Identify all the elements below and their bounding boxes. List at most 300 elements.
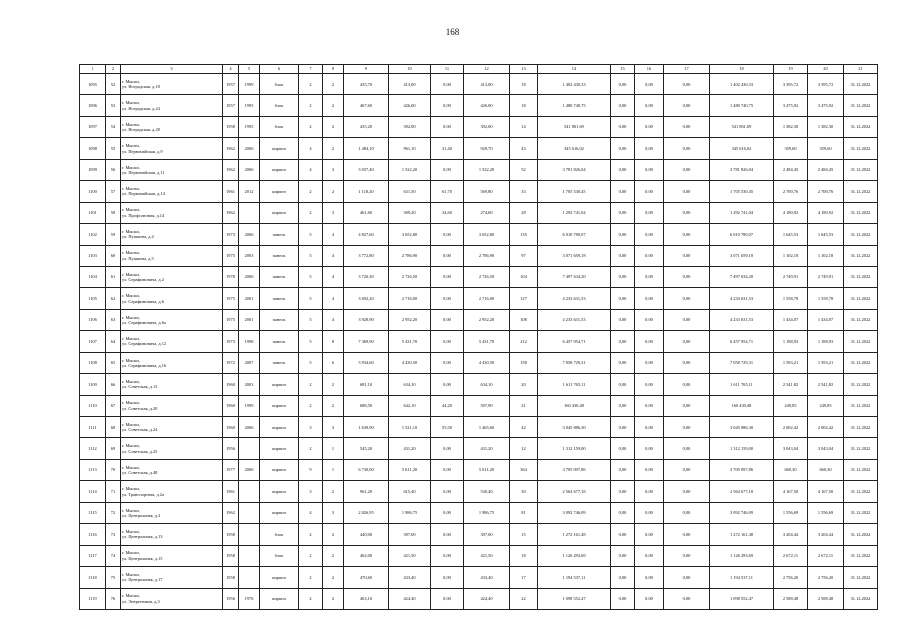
column-header: 14 bbox=[538, 65, 611, 74]
table-cell: 70 bbox=[106, 459, 121, 480]
table-cell: 0,00 bbox=[635, 266, 664, 287]
table-cell: 3 037,40 bbox=[344, 159, 389, 180]
table-cell: 1 292 741,04 bbox=[538, 202, 611, 223]
table-cell: 0,00 bbox=[664, 331, 710, 352]
table-cell: 5 bbox=[299, 224, 323, 245]
address-street: ул. Первомайская, д.9 bbox=[122, 148, 163, 154]
address-city: г. Мыски, bbox=[122, 164, 140, 170]
table-cell: 59 bbox=[106, 224, 121, 245]
table-cell: 0,00 bbox=[635, 459, 664, 480]
column-header: 12 bbox=[464, 65, 510, 74]
table-cell: 961,20 bbox=[344, 481, 389, 502]
address-cell bbox=[121, 588, 223, 609]
address-city: г. Мыски, bbox=[122, 207, 140, 213]
table-row bbox=[80, 524, 878, 545]
table-cell: кирпич bbox=[260, 159, 299, 180]
table-cell: 4 180,92 bbox=[808, 202, 844, 223]
table-cell: 1 434,07 bbox=[774, 309, 808, 330]
table-cell: панель bbox=[260, 331, 299, 352]
table-cell: 1 098 552,47 bbox=[538, 588, 611, 609]
table-cell: 1958 bbox=[223, 567, 239, 588]
column-header: 1 bbox=[80, 65, 106, 74]
table-cell: 435,20 bbox=[344, 116, 389, 137]
table-cell: 1 556,69 bbox=[774, 502, 808, 523]
table-cell: 359,60 bbox=[774, 138, 808, 159]
table-cell: 30 bbox=[510, 481, 538, 502]
table-cell: 31.12.2022 bbox=[844, 309, 878, 330]
table-cell: 0,00 bbox=[431, 524, 464, 545]
table-cell: 541 861,69 bbox=[710, 116, 774, 137]
table-cell: 31.12.2022 bbox=[844, 224, 878, 245]
table-cell: 2 bbox=[299, 567, 323, 588]
table-cell: 0,00 bbox=[611, 374, 635, 395]
table-cell: 2 716,00 bbox=[464, 288, 510, 309]
table-cell: 1 126 293,69 bbox=[538, 545, 611, 566]
table-row bbox=[80, 202, 878, 223]
table-cell: 0,00 bbox=[431, 159, 464, 180]
table-cell: кирпич bbox=[260, 417, 299, 438]
column-header: 17 bbox=[664, 65, 710, 74]
table-cell: 0,00 bbox=[664, 459, 710, 480]
table-cell: 1110 bbox=[80, 395, 106, 416]
table-cell: 53 bbox=[106, 95, 121, 116]
table-cell: 2 bbox=[299, 588, 323, 609]
table-cell: 4 430,50 bbox=[389, 352, 431, 373]
table-cell: 0,00 bbox=[611, 438, 635, 459]
table-cell: 2 716,00 bbox=[389, 288, 431, 309]
table-cell: блок bbox=[260, 545, 299, 566]
table-cell: 0,00 bbox=[635, 181, 664, 202]
table-cell: 359,60 bbox=[808, 138, 844, 159]
table-cell: 0,00 bbox=[664, 395, 710, 416]
table-cell: 1960 bbox=[223, 417, 239, 438]
table-cell: 0,00 bbox=[664, 588, 710, 609]
address-cell bbox=[121, 138, 223, 159]
address-cell bbox=[121, 245, 223, 266]
address-city: г. Мыски, bbox=[122, 550, 140, 556]
table-cell: 0,00 bbox=[611, 266, 635, 287]
table-row bbox=[80, 116, 878, 137]
address-cell bbox=[121, 502, 223, 523]
table-cell: 31.12.2022 bbox=[844, 459, 878, 480]
table-cell: 1 645,53 bbox=[808, 224, 844, 245]
table-cell: 2 bbox=[323, 95, 344, 116]
table-cell: 0,00 bbox=[611, 202, 635, 223]
address-cell bbox=[121, 266, 223, 287]
table-cell: кирпич bbox=[260, 588, 299, 609]
table-cell: 0,00 bbox=[635, 395, 664, 416]
table-cell: 1100 bbox=[80, 181, 106, 202]
table-cell: 2 bbox=[323, 138, 344, 159]
table-cell: кирпич bbox=[260, 181, 299, 202]
address-street: ул. Первомайская, д.14 bbox=[122, 191, 165, 197]
table-cell: 1 480 740,75 bbox=[710, 95, 774, 116]
address-city: г. Мыски, bbox=[122, 271, 140, 277]
table-cell: 6 730,00 bbox=[344, 459, 389, 480]
table-cell: 424,40 bbox=[389, 588, 431, 609]
table-row bbox=[80, 159, 878, 180]
table-cell: 6 010 780,07 bbox=[710, 224, 774, 245]
table-cell: 1975 bbox=[223, 288, 239, 309]
table-row bbox=[80, 245, 878, 266]
table-cell: 3 043,04 bbox=[808, 438, 844, 459]
address-street: ул. Советская, д.24 bbox=[122, 427, 158, 433]
table-cell: 433,40 bbox=[464, 567, 510, 588]
table-cell: 3 692,20 bbox=[344, 288, 389, 309]
address-city: г. Мыски, bbox=[122, 100, 140, 106]
table-cell: 569,80 bbox=[464, 181, 510, 202]
table-cell bbox=[239, 481, 260, 502]
table-cell: 8 bbox=[323, 331, 344, 352]
table-cell: 52 bbox=[106, 74, 121, 95]
table-cell: 1 611 765,11 bbox=[710, 374, 774, 395]
table-cell: 5 611,20 bbox=[389, 459, 431, 480]
address-city: г. Мыски, bbox=[122, 186, 140, 191]
table-cell: 660,30 bbox=[808, 459, 844, 480]
address-city: г. Мыски, bbox=[122, 250, 140, 256]
table-cell: 0,00 bbox=[635, 352, 664, 373]
table-cell: 1106 bbox=[80, 309, 106, 330]
table-cell: 0,00 bbox=[664, 481, 710, 502]
table-row bbox=[80, 588, 878, 609]
address-cell bbox=[121, 116, 223, 137]
table-cell: 0,00 bbox=[431, 588, 464, 609]
table-cell bbox=[239, 567, 260, 588]
table-row bbox=[80, 74, 878, 95]
table-cell: блок bbox=[260, 116, 299, 137]
table-cell: 43 bbox=[510, 138, 538, 159]
table-cell: 31.12.2022 bbox=[844, 181, 878, 202]
table-cell: 421,50 bbox=[389, 545, 431, 566]
table-cell: 3 bbox=[323, 202, 344, 223]
table-cell: 4 180,92 bbox=[774, 202, 808, 223]
address-cell bbox=[121, 352, 223, 373]
table-cell bbox=[239, 202, 260, 223]
table-cell: 55,50 bbox=[431, 417, 464, 438]
table-cell: 0,00 bbox=[664, 417, 710, 438]
table-cell: 2 756,20 bbox=[808, 567, 844, 588]
table-cell: 2 bbox=[299, 181, 323, 202]
table-cell: 0,00 bbox=[611, 588, 635, 609]
table-cell: 1972 bbox=[223, 352, 239, 373]
table-cell: 2 952,20 bbox=[389, 309, 431, 330]
table-cell: 5 bbox=[299, 331, 323, 352]
table-cell: 0,00 bbox=[635, 245, 664, 266]
table-cell: 2 786,90 bbox=[464, 245, 510, 266]
table-cell: 4 167,50 bbox=[808, 481, 844, 502]
table-cell: 0,00 bbox=[611, 524, 635, 545]
table-row bbox=[80, 438, 878, 459]
table-cell: 4 430,50 bbox=[464, 352, 510, 373]
table-cell: 467,60 bbox=[344, 95, 389, 116]
table-cell: 3 bbox=[323, 159, 344, 180]
table-cell: 1 188,93 bbox=[808, 331, 844, 352]
table-cell: 1 102,18 bbox=[774, 245, 808, 266]
table-cell: 61 bbox=[106, 266, 121, 287]
table-cell: 2007 bbox=[239, 352, 260, 373]
table-cell: 1 402 430,33 bbox=[710, 74, 774, 95]
table-cell: 1107 bbox=[80, 331, 106, 352]
table-cell: 0,00 bbox=[664, 502, 710, 523]
table-cell: 1958 bbox=[223, 545, 239, 566]
table-cell: 0,00 bbox=[431, 74, 464, 95]
table-cell: 0,00 bbox=[635, 309, 664, 330]
table-cell: 0,00 bbox=[611, 309, 635, 330]
table-cell: 1 986,75 bbox=[464, 502, 510, 523]
table-cell: 2 bbox=[299, 202, 323, 223]
column-header: 9 bbox=[344, 65, 389, 74]
table-row bbox=[80, 481, 878, 502]
table-cell: 1101 bbox=[80, 202, 106, 223]
address-cell bbox=[121, 417, 223, 438]
table-cell: 1957 bbox=[223, 74, 239, 95]
table-row bbox=[80, 545, 878, 566]
address-cell bbox=[121, 567, 223, 588]
table-cell: 0,00 bbox=[635, 331, 664, 352]
table-cell: 5 bbox=[299, 245, 323, 266]
table-cell: 2 bbox=[323, 181, 344, 202]
table-cell: 31.12.2022 bbox=[844, 159, 878, 180]
table-cell: 2 bbox=[299, 95, 323, 116]
table-cell: 2 749,91 bbox=[808, 266, 844, 287]
address-city: г. Мыски, bbox=[122, 464, 140, 470]
housing-table bbox=[79, 64, 878, 610]
table-cell: 0,00 bbox=[611, 224, 635, 245]
table-row bbox=[80, 374, 878, 395]
table-row bbox=[80, 95, 878, 116]
table-cell: 3 045 886,30 bbox=[710, 417, 774, 438]
table-cell: 7 058 729,31 bbox=[538, 352, 611, 373]
address-street: ул. Энергетиков, д.3 bbox=[122, 598, 160, 604]
table-cell: 4 233 631,53 bbox=[538, 288, 611, 309]
table-cell: 0,00 bbox=[611, 395, 635, 416]
table-cell: панель bbox=[260, 288, 299, 309]
table-cell: 5 611,20 bbox=[464, 459, 510, 480]
table-cell: 0,00 bbox=[611, 116, 635, 137]
table-cell: 2 564 677,18 bbox=[710, 481, 774, 502]
table-cell: 2 726,50 bbox=[389, 266, 431, 287]
table-cell: 2 588,48 bbox=[774, 588, 808, 609]
column-header: 2 bbox=[106, 65, 121, 74]
table-cell: 6 bbox=[323, 352, 344, 373]
table-cell: 5 bbox=[299, 288, 323, 309]
address-city: г. Мыски, bbox=[122, 400, 140, 406]
table-cell: 3 928,90 bbox=[344, 309, 389, 330]
table-cell: 470,60 bbox=[344, 567, 389, 588]
column-header: 13 bbox=[510, 65, 538, 74]
table-cell: 2003 bbox=[239, 374, 260, 395]
table-cell: 0,00 bbox=[611, 567, 635, 588]
table-cell: 1 465,60 bbox=[464, 417, 510, 438]
table-cell: 7 058 729,31 bbox=[710, 352, 774, 373]
table-cell: 1 645,53 bbox=[774, 224, 808, 245]
table-cell: 31.12.2022 bbox=[844, 266, 878, 287]
table-cell: 1999 bbox=[239, 74, 260, 95]
table-cell: 0,00 bbox=[611, 459, 635, 480]
table-cell: панель bbox=[260, 266, 299, 287]
table-cell: 364 bbox=[510, 459, 538, 480]
table-cell: блок bbox=[260, 74, 299, 95]
table-cell: 1 102,18 bbox=[808, 245, 844, 266]
table-cell: 0,00 bbox=[611, 352, 635, 373]
address-street: ул. Советская, д.25 bbox=[122, 448, 158, 454]
table-cell: 2006 bbox=[239, 459, 260, 480]
table-cell: 0,00 bbox=[431, 374, 464, 395]
table-cell: 2006 bbox=[239, 159, 260, 180]
table-cell: 345 616,02 bbox=[710, 138, 774, 159]
table-cell: 1962 bbox=[223, 138, 239, 159]
table-row bbox=[80, 352, 878, 373]
table-cell: кирпич bbox=[260, 374, 299, 395]
column-header: 6 bbox=[260, 65, 299, 74]
address-city: г. Мыски, bbox=[122, 421, 140, 427]
table-body bbox=[80, 74, 878, 610]
table-cell: 0,00 bbox=[431, 116, 464, 137]
table-cell: 7 369,90 bbox=[344, 331, 389, 352]
table-cell: 65 bbox=[106, 352, 121, 373]
table-cell: 0,00 bbox=[611, 245, 635, 266]
table-cell: 2012 bbox=[239, 181, 260, 202]
table-cell: 108 bbox=[510, 309, 538, 330]
table-cell: 1 521,10 bbox=[389, 417, 431, 438]
table-cell: 31.12.2022 bbox=[844, 352, 878, 373]
table-cell: 1 272 161,48 bbox=[710, 524, 774, 545]
table-cell: 0,00 bbox=[664, 95, 710, 116]
table-cell: кирпич bbox=[260, 395, 299, 416]
table-cell: 1995 bbox=[239, 116, 260, 137]
table-cell: 2 bbox=[323, 116, 344, 137]
table-cell: 34,60 bbox=[431, 202, 464, 223]
table-cell: 67 bbox=[106, 395, 121, 416]
table-cell: 0,00 bbox=[431, 288, 464, 309]
table-cell: 0,00 bbox=[431, 331, 464, 352]
table-row bbox=[80, 309, 878, 330]
table-cell: 2 bbox=[299, 438, 323, 459]
table-cell: 2 564 677,18 bbox=[538, 481, 611, 502]
table-cell: 462,00 bbox=[344, 545, 389, 566]
table-cell: 3 bbox=[323, 417, 344, 438]
table-cell: 1 098 552,47 bbox=[710, 588, 774, 609]
table-cell: 2 952,20 bbox=[464, 309, 510, 330]
table-cell: 31.12.2022 bbox=[844, 138, 878, 159]
table-cell: 0,00 bbox=[611, 545, 635, 566]
table-cell: 3 043,04 bbox=[774, 438, 808, 459]
table-cell: 2 672,11 bbox=[774, 545, 808, 566]
table-cell: 634,10 bbox=[464, 374, 510, 395]
table-cell: 31.12.2022 bbox=[844, 374, 878, 395]
table-cell: 681,10 bbox=[344, 374, 389, 395]
table-cell: 3 705 097,86 bbox=[538, 459, 611, 480]
table-cell: 5 431,70 bbox=[389, 331, 431, 352]
address-cell bbox=[121, 224, 223, 245]
table-cell: 413,00 bbox=[464, 74, 510, 95]
table-cell: 3 475,92 bbox=[808, 95, 844, 116]
table-cell: 63 bbox=[106, 309, 121, 330]
table-cell: 31.12.2022 bbox=[844, 331, 878, 352]
table-cell: 6 457 954,71 bbox=[538, 331, 611, 352]
table-cell: 0,00 bbox=[635, 588, 664, 609]
table-row bbox=[80, 181, 878, 202]
table-cell: 530,40 bbox=[464, 481, 510, 502]
table-cell: 31.12.2022 bbox=[844, 116, 878, 137]
table-cell: 1119 bbox=[80, 588, 106, 609]
table-cell: 0,00 bbox=[664, 524, 710, 545]
table-cell: 3 071 659,18 bbox=[538, 245, 611, 266]
table-cell: 68 bbox=[106, 417, 121, 438]
column-header: 21 bbox=[844, 65, 878, 74]
table-cell: 33 bbox=[510, 181, 538, 202]
table-cell: 0,00 bbox=[635, 438, 664, 459]
table-cell: 0,00 bbox=[611, 417, 635, 438]
address-street: ул. Центральная, д.13 bbox=[122, 534, 163, 540]
table-cell: 435,70 bbox=[344, 74, 389, 95]
table-cell: 1960 bbox=[223, 395, 239, 416]
address-city: г. Мыски, bbox=[122, 593, 140, 599]
table-cell: 0,00 bbox=[664, 288, 710, 309]
table-cell: 1976 bbox=[239, 588, 260, 609]
table-cell: 0,00 bbox=[664, 181, 710, 202]
table-cell: 615,40 bbox=[389, 481, 431, 502]
address-street: ул. Серафимовича, д.2 bbox=[122, 277, 164, 283]
table-row bbox=[80, 288, 878, 309]
table-cell: 1956 bbox=[223, 438, 239, 459]
table-cell: 4 827,60 bbox=[344, 224, 389, 245]
table-cell: 9 bbox=[299, 459, 323, 480]
table-cell: 71 bbox=[106, 481, 121, 502]
table-cell: 52 bbox=[510, 159, 538, 180]
table-cell: 0,00 bbox=[611, 95, 635, 116]
table-cell: 15 bbox=[510, 524, 538, 545]
table-cell: 3 781 826,04 bbox=[710, 159, 774, 180]
table-cell: 1109 bbox=[80, 374, 106, 395]
table-cell: 58 bbox=[106, 202, 121, 223]
table-cell: 2 002,42 bbox=[808, 417, 844, 438]
address-street: ул. Транспортная, д.2а bbox=[122, 491, 164, 497]
address-street: ул. Серафимовича, д.6а bbox=[122, 320, 166, 326]
table-cell: 2 826,95 bbox=[344, 502, 389, 523]
table-cell: 0,00 bbox=[431, 224, 464, 245]
table-cell: 426,00 bbox=[464, 95, 510, 116]
table-cell: 541 861,69 bbox=[538, 116, 611, 137]
table-cell: 2 bbox=[323, 374, 344, 395]
table-cell: 4 233 631,53 bbox=[710, 288, 774, 309]
table-cell: 1956 bbox=[223, 588, 239, 609]
table-cell: 2 541,82 bbox=[808, 374, 844, 395]
address-cell bbox=[121, 395, 223, 416]
table-cell: 1978 bbox=[223, 266, 239, 287]
table-cell: 1 639,90 bbox=[344, 417, 389, 438]
table-row bbox=[80, 502, 878, 523]
column-header: 8 bbox=[323, 65, 344, 74]
table-cell: 1977 bbox=[223, 459, 239, 480]
table-cell: 0,00 bbox=[664, 352, 710, 373]
table-cell: 0,00 bbox=[664, 438, 710, 459]
table-cell: 4 bbox=[299, 138, 323, 159]
table-cell: 69 bbox=[106, 438, 121, 459]
table-cell: 0,00 bbox=[635, 202, 664, 223]
table-cell: кирпич bbox=[260, 438, 299, 459]
table-cell: 4 167,50 bbox=[774, 481, 808, 502]
table-cell: 463,10 bbox=[344, 588, 389, 609]
address-street: ул. Советская, д.48 bbox=[122, 470, 158, 476]
table-cell: панель bbox=[260, 352, 299, 373]
table-cell: 1 611 765,11 bbox=[538, 374, 611, 395]
column-header: 4 bbox=[223, 65, 239, 74]
table-cell: 3 204,44 bbox=[808, 524, 844, 545]
table-cell: 1999 bbox=[239, 395, 260, 416]
table-cell: 1 593,21 bbox=[808, 352, 844, 373]
table-cell: 392,00 bbox=[389, 116, 431, 137]
